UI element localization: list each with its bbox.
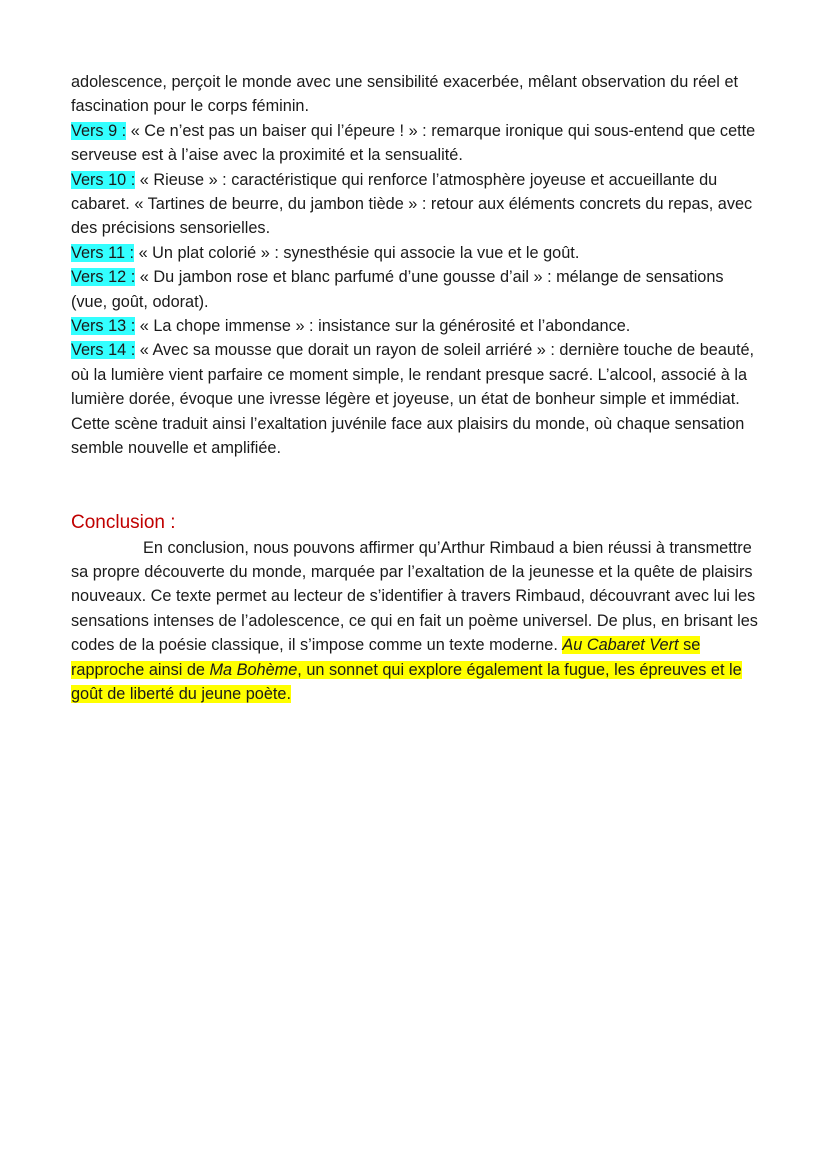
verse-label: Vers 12 : — [71, 268, 136, 287]
verse-label: Vers 11 : — [71, 243, 135, 262]
verse-label: Vers 14 : — [71, 341, 136, 360]
verse-9 — [71, 119, 761, 168]
verse-text: « Rieuse » : caractéristique qui renforce l’atmosphère joyeuse et accueillante du cabaret. « Tartines de beurre, du jambon tiède » : retour aux éléments concrets du repas, avec des précisions sensorielles. — [71, 170, 753, 238]
comparison-end: , un sonnet qui explore également la fugue, les épreuves et le goût de liberté du jeune poète. — [71, 660, 742, 703]
section-spacer — [71, 461, 761, 510]
verse-label: Vers 9 : — [71, 121, 127, 140]
verse-label: Vers 10 : — [71, 170, 136, 189]
conclusion-paragraph — [71, 536, 761, 707]
verse-text: « Avec sa mousse que dorait un rayon de soleil arriéré » : dernière touche de beauté, où la lumière vient parfaire ce moment simple, le rendant presque sacré. L’alcool, associé à la lumière dorée, évoque une ivresse légère et joyeuse, un état de bonheur simple et immédiat. Cette scène traduit ainsi l’exaltation juvénile face aux plaisirs du monde, où chaque sensation semble nouvelle et amplifiée. — [71, 341, 755, 458]
verse-13 — [71, 314, 761, 338]
verse-text: « Un plat colorié » : synesthésie qui associe la vue et le goût. — [134, 243, 580, 262]
verse-text: « Ce n’est pas un baiser qui l’épeure ! » : remarque ironique qui sous-entend que cette serveuse est à l’aise avec la proximité et la sensualité. — [71, 121, 756, 165]
intro-paragraph: adolescence, perçoit le monde avec une sensibilité exacerbée, mêlant observation du réel et fascination pour le corps féminin. — [71, 73, 739, 116]
verse-10 — [71, 168, 761, 241]
conclusion-body: En conclusion, nous pouvons affirmer qu’Arthur Rimbaud a bien réussi à transmettre sa propre découverte du monde, marquée par l’exaltation de la jeunesse et la quête de plaisirs nouveaux. Ce texte permet au lecteur de s’identifier à travers Rimbaud, découvrant avec lui les sensations intenses de l’adolescence, ce qui en fait un poème universel. De plus, en brisant les codes de la poésie classique, il s’impose comme un texte moderne. — [71, 538, 758, 655]
verse-text: « La chope immense » : insistance sur la générosité et l’abondance. — [135, 317, 631, 336]
verse-text: « Du jambon rose et blanc parfumé d’une gousse d’ail » : mélange de sensations (vue, goût, odorat). — [71, 268, 724, 311]
verse-12 — [71, 265, 761, 314]
document-page — [71, 70, 761, 706]
poem-title-cabaret-vert: Au Cabaret Vert — [562, 636, 679, 655]
verse-11 — [71, 241, 761, 265]
poem-title-ma-boheme: Ma Bohème — [209, 660, 298, 679]
verse-14 — [71, 338, 761, 460]
comparison-text: se rapproche ainsi de — [71, 636, 701, 679]
verse-label: Vers 13 : — [71, 317, 136, 336]
conclusion-heading: Conclusion : — [71, 511, 176, 533]
